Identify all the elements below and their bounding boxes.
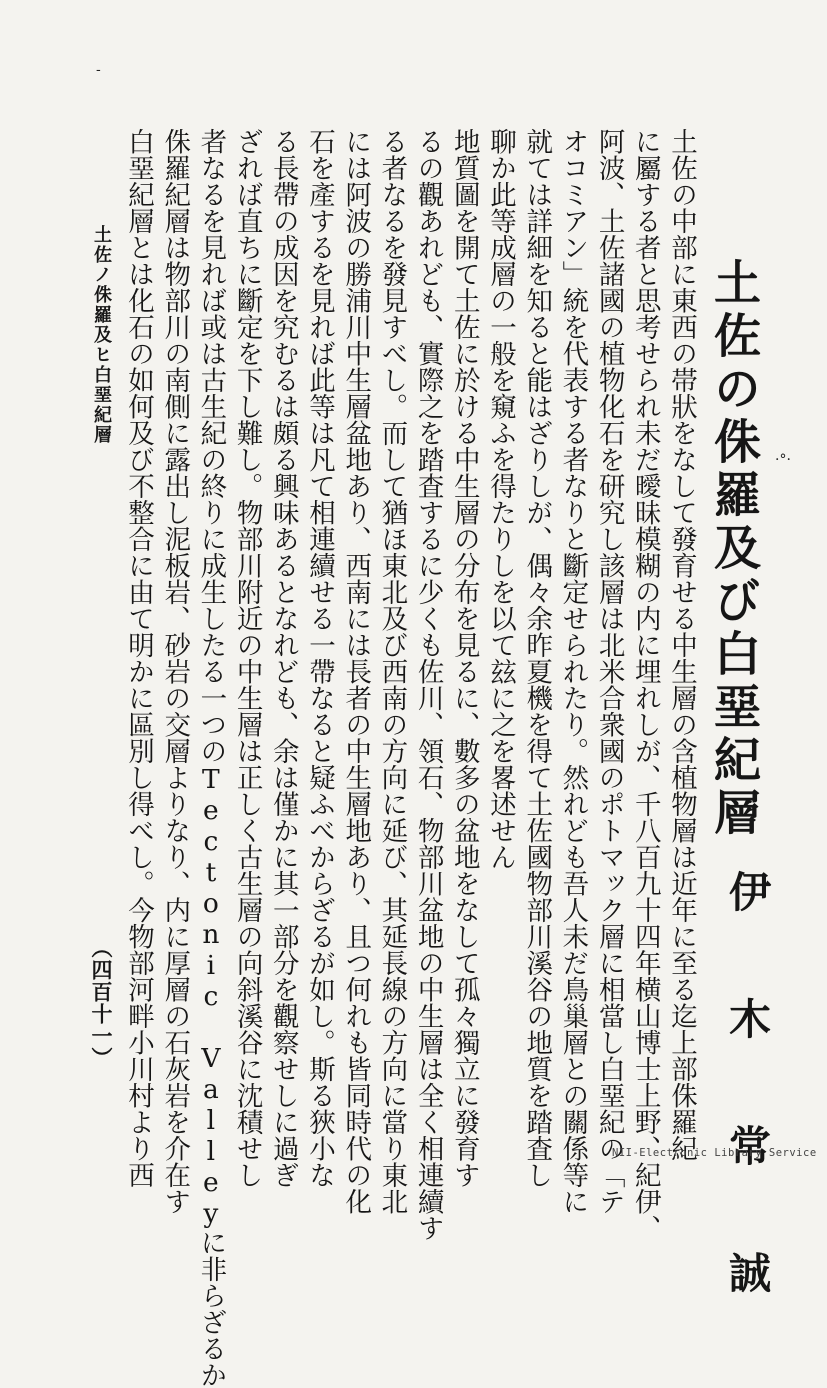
article-title: 土佐の侏羅及び白堊紀層 <box>706 258 761 841</box>
library-stamp: NII-Electronic Library Service <box>612 1147 817 1159</box>
body-column: 阿波、土佐諸國の植物化石を研究し該層は北米合衆國のポトマック層に相當し白堊紀の「テ <box>593 128 625 1215</box>
body-column: 聊か此等成層の一般を窺ふを得たりしを以て玆に之を畧述せん <box>485 128 516 870</box>
body-column: 地質圖を開て土佐に於ける中生層の分布を見るに、數多の盆地をなして孤々獨立に發育す <box>448 128 480 1188</box>
body-column: る長帶の成因を究むるは頗る興味あるとなれども、余は僅かに其一部分を觀察せしに過ぎ <box>267 128 299 1188</box>
body-column: 侏羅紀層は物部川の南側に露出し泥板岩、砂岩の交層よりなり、内に厚層の石灰岩を介在す <box>159 128 191 1215</box>
running-head: 土佐ノ侏羅及ヒ白堊紀層 <box>91 225 112 445</box>
body-column: に屬する者と思考せられ未だ曖昧模糊の内に埋れしが、千八百九十四年横山博士上野、紀伊、 <box>629 128 661 1241</box>
body-column: オコミアン」統を代表する者なりと斷定せられたり。然れども吾人未だ鳥巢層との關係等に <box>557 128 589 1215</box>
body-column: る者なるを發見すべし。而して猶ほ東北及び西南の方向に延び、其延長線の方向に當り東北 <box>376 128 408 1215</box>
body-column: 者なるを見れば或は古生紀の終りに成生したる一つのTectonic Valleyに非らざるか <box>195 128 227 1388</box>
page-number: （四百十一） <box>89 937 114 1069</box>
body-column: 石を產するを見れば此等は凡て相連續せる一帶なると疑ふべからざるが如し。斯る狹小な <box>304 128 335 1188</box>
body-column: 土佐の中部に東西の帯狀をなして發育せる中生層の含植物層は近年に至る迄上部侏羅紀 <box>666 128 697 1162</box>
body-column: るの觀あれども、實際之を踏査するに少くも佐川、領石、物部川盆地の中生層は全く相連續す <box>412 128 444 1241</box>
body-column: 白堊紀層とは化石の如何及び不整合に由て明かに區別し得べし。今物部河畔小川村より西 <box>123 128 154 1188</box>
body-column: 就ては詳細を知ると能はざりしが、偶々余昨夏機を得て土佐國物部川溪谷の地質を踏査し <box>521 128 553 1188</box>
author-name: 伊 木 常 誠 <box>723 870 772 1311</box>
ink-speck: - <box>96 62 101 78</box>
body-column: ざれば直ちに斷定を下し難し。物部川附近の中生層は正しく古生層の向斜溪谷に沈積せし <box>231 128 263 1188</box>
body-column: には阿波の勝浦川中生層盆地あり、西南には長者の中生層地あり、且つ何れも皆同時代の化 <box>340 128 372 1215</box>
ink-speck: ·°· <box>775 452 791 468</box>
